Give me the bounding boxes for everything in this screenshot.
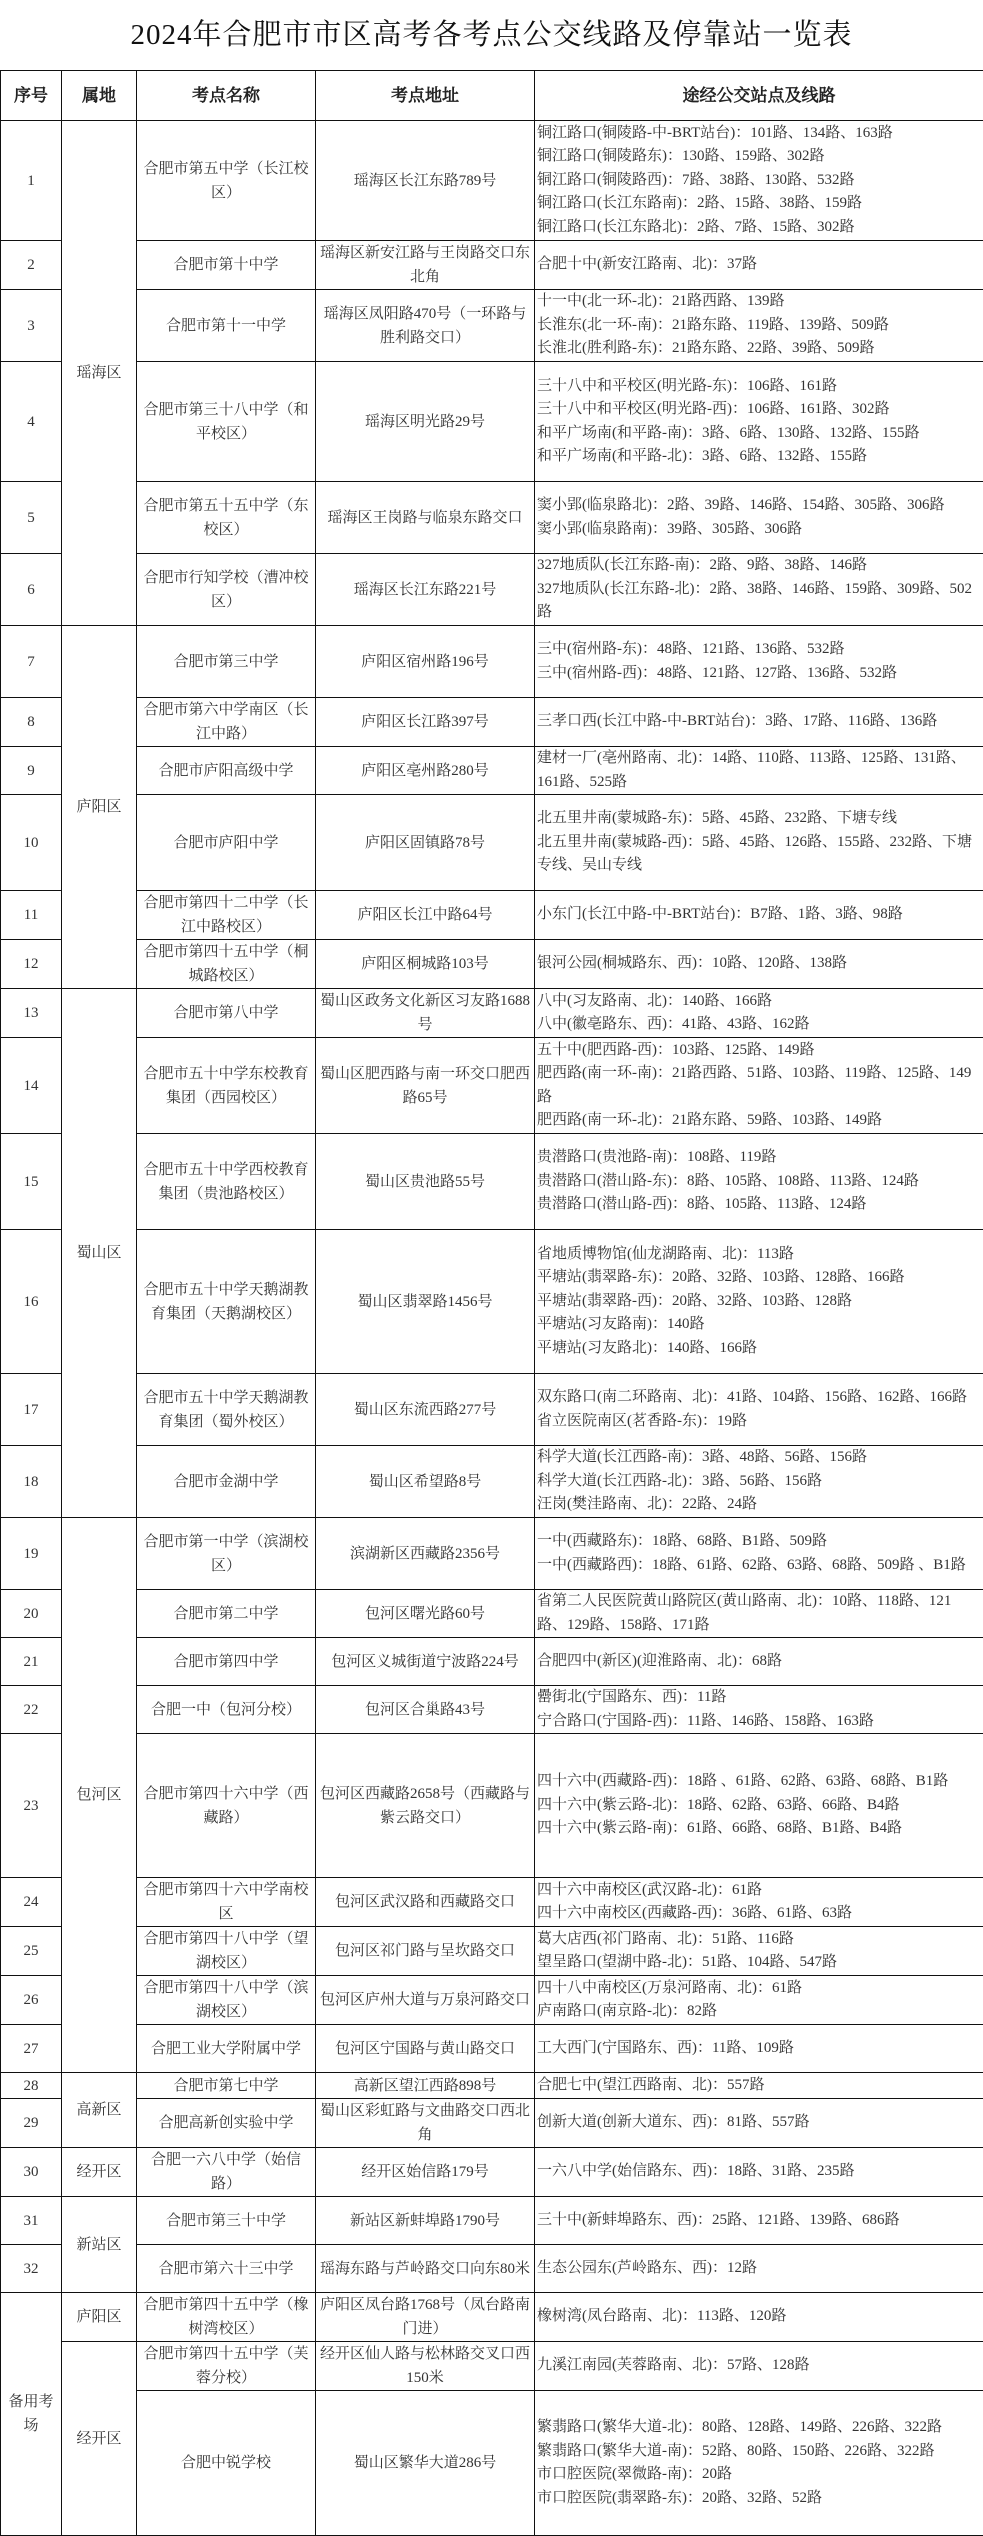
header-no: 序号 — [1, 71, 62, 121]
routes-cell — [535, 2391, 983, 2536]
routes-cell — [535, 2099, 983, 2148]
school-name: 合肥市第四中学 — [137, 1638, 316, 1686]
backup-label: 备用考场 — [1, 2293, 62, 2536]
row-number: 13 — [1, 989, 62, 1038]
bus-stop-line: 繁翡路口(繁华大道-北)：80路、128路、149路、226路、322路 — [537, 2416, 981, 2440]
table-row — [1, 1927, 983, 1976]
school-name: 合肥市第三中学 — [137, 626, 316, 698]
bus-stop-line: 望呈路口(望湖中路-北)：51路、104路、547路 — [537, 1951, 981, 1975]
school-name: 合肥市第三十中学 — [137, 2197, 316, 2245]
school-name: 合肥市行知学校（漕冲校区） — [137, 554, 316, 626]
bus-stop-line: 长淮北(胜利路-东)：21路东路、22路、39路、509路 — [537, 337, 981, 361]
bus-stop-line: 一六八中学(始信路东、西)：18路、31路、235路 — [537, 2160, 981, 2184]
bus-stop-line: 工大西门(宁国路东、西)：11路、109路 — [537, 2037, 981, 2061]
bus-stop-line: 葛大店西(祁门路南、北)：51路、116路 — [537, 1928, 981, 1952]
table-row — [1, 290, 983, 362]
row-number: 16 — [1, 1230, 62, 1374]
school-address: 蜀山区繁华大道286号 — [316, 2391, 535, 2536]
bus-stop-line: 省立医院南区(茗香路-东)：19路 — [537, 1410, 981, 1434]
bus-stop-line: 市口腔医院(翡翠路-东)：20路、32路、52路 — [537, 2487, 981, 2511]
school-address: 包河区西藏路2658号（西藏路与紫云路交口） — [316, 1734, 535, 1878]
row-number: 25 — [1, 1927, 62, 1976]
header-school: 考点名称 — [137, 71, 316, 121]
school-address: 蜀山区翡翠路1456号 — [316, 1230, 535, 1374]
district-cell: 包河区 — [62, 1518, 137, 2073]
routes-cell — [535, 241, 983, 290]
table-row — [1, 2197, 983, 2245]
school-name: 合肥市第六十三中学 — [137, 2245, 316, 2293]
district-cell: 经开区 — [62, 2342, 137, 2536]
table-row — [1, 698, 983, 747]
school-name: 合肥一六八中学（始信路） — [137, 2148, 316, 2197]
school-name: 合肥市第四十五中学（橡树湾校区） — [137, 2293, 316, 2342]
school-address: 经开区始信路179号 — [316, 2148, 535, 2197]
school-name: 合肥市五十中学天鹅湖教育集团（蜀外校区） — [137, 1374, 316, 1446]
bus-stop-line: 省地质博物馆(仙龙湖路南、北)：113路 — [537, 1243, 981, 1267]
row-number: 6 — [1, 554, 62, 626]
school-address: 庐阳区长江中路64号 — [316, 891, 535, 940]
bus-stop-line: 五十中(肥西路-西)：103路、125路、149路 — [537, 1039, 981, 1063]
school-address: 包河区祁门路与呈坎路交口 — [316, 1927, 535, 1976]
bus-stop-line: 三中(宿州路-东)：48路、121路、136路、532路 — [537, 638, 981, 662]
bus-stop-line: 三孝口西(长江中路-中-BRT站台)：3路、17路、116路、136路 — [537, 710, 981, 734]
bus-stop-line: 铜江路口(铜陵路东)：130路、159路、302路 — [537, 145, 981, 169]
routes-cell — [535, 989, 983, 1038]
row-number: 32 — [1, 2245, 62, 2293]
backup-table-row — [1, 2293, 983, 2342]
school-address: 瑶海区长江东路789号 — [316, 121, 535, 241]
school-address: 庐阳区桐城路103号 — [316, 940, 535, 989]
bus-stop-line: 省第二人民医院黄山路院区(黄山路南、北)：10路、118路、121路、129路、158路、171路 — [537, 1590, 981, 1637]
routes-cell — [535, 1518, 983, 1590]
school-name: 合肥市第四十六中学（西藏路） — [137, 1734, 316, 1878]
school-address: 庐阳区长江路397号 — [316, 698, 535, 747]
row-number: 26 — [1, 1976, 62, 2025]
school-address: 包河区曙光路60号 — [316, 1590, 535, 1638]
row-number: 22 — [1, 1686, 62, 1734]
table-row — [1, 2245, 983, 2293]
school-address: 蜀山区贵池路55号 — [316, 1134, 535, 1230]
bus-stop-line: 罍街北(宁国路东、西)：11路 — [537, 1686, 981, 1710]
school-name: 合肥市庐阳高级中学 — [137, 747, 316, 795]
routes-cell — [535, 1374, 983, 1446]
bus-stop-line: 肥西路(南一环-北)：21路东路、59路、103路、149路 — [537, 1109, 981, 1133]
table-row — [1, 362, 983, 482]
table-row — [1, 1446, 983, 1518]
bus-stop-line: 合肥七中(望江西路南、北)：557路 — [537, 2074, 981, 2098]
routes-cell — [535, 1038, 983, 1134]
school-address: 庐阳区凤台路1768号（凤台路南门进） — [316, 2293, 535, 2342]
bus-stop-line: 四十六中(紫云路-南)：61路、66路、68路、B1路、B4路 — [537, 1817, 981, 1841]
table-header-row — [1, 71, 983, 121]
school-name: 合肥市第四十五中学（桐城路校区） — [137, 940, 316, 989]
table-row — [1, 1374, 983, 1446]
row-number: 12 — [1, 940, 62, 989]
district-cell: 瑶海区 — [62, 121, 137, 626]
table-row — [1, 1976, 983, 2025]
table-row — [1, 1038, 983, 1134]
table-row — [1, 482, 983, 554]
table-row — [1, 1638, 983, 1686]
school-name: 合肥市第四十二中学（长江中路校区） — [137, 891, 316, 940]
bus-stop-line: 平塘站(翡翠路-西)：20路、32路、103路、128路 — [537, 1290, 981, 1314]
school-name: 合肥市第五十五中学（东校区） — [137, 482, 316, 554]
bus-stop-line: 四十六中(紫云路-北)：18路、62路、63路、66路、B4路 — [537, 1794, 981, 1818]
bus-stop-line: 建材一厂(亳州路南、北)：14路、110路、113路、125路、131路、161路、525路 — [537, 747, 981, 794]
bus-stop-line: 双东路口(南二环路南、北)：41路、104路、156路、162路、166路 — [537, 1386, 981, 1410]
bus-stop-line: 一中(西藏路东)：18路、68路、B1路、509路 — [537, 1530, 981, 1554]
routes-cell — [535, 1927, 983, 1976]
bus-stop-line: 四十六中(西藏路-西)：18路 、61路、62路、63路、68路、B1路 — [537, 1770, 981, 1794]
school-name: 合肥市第四十八中学（滨湖校区） — [137, 1976, 316, 2025]
bus-stop-line: 科学大道(长江西路-北)：3路、56路、156路 — [537, 1470, 981, 1494]
row-number: 31 — [1, 2197, 62, 2245]
school-address: 庐阳区亳州路280号 — [316, 747, 535, 795]
district-cell: 蜀山区 — [62, 989, 137, 1518]
row-number: 9 — [1, 747, 62, 795]
school-name: 合肥市第一中学（滨湖校区） — [137, 1518, 316, 1590]
routes-cell — [535, 290, 983, 362]
row-number: 17 — [1, 1374, 62, 1446]
row-number: 23 — [1, 1734, 62, 1878]
routes-cell — [535, 1638, 983, 1686]
table-row — [1, 626, 983, 698]
routes-cell — [535, 2293, 983, 2342]
routes-cell — [535, 2342, 983, 2391]
bus-stop-line: 宁合路口(宁国路-西)：11路、146路、158路、163路 — [537, 1710, 981, 1734]
school-address: 瑶海区王岗路与临泉东路交口 — [316, 482, 535, 554]
table-row — [1, 2025, 983, 2073]
school-address: 瑶海区长江东路221号 — [316, 554, 535, 626]
school-name: 合肥市庐阳中学 — [137, 795, 316, 891]
school-address: 瑶海区凤阳路470号（一环路与胜利路交口） — [316, 290, 535, 362]
table-row — [1, 1590, 983, 1638]
bus-stop-line: 橡树湾(凤台路南、北)：113路、120路 — [537, 2305, 981, 2329]
bus-stop-line: 窦小郢(临泉路北)：2路、39路、146路、154路、305路、306路 — [537, 494, 981, 518]
routes-cell — [535, 482, 983, 554]
routes-cell — [535, 1976, 983, 2025]
bus-route-table — [0, 70, 983, 2536]
bus-stop-line: 创新大道(创新大道东、西)：81路、557路 — [537, 2111, 981, 2135]
bus-stop-line: 九溪江南园(芙蓉路南、北)：57路、128路 — [537, 2354, 981, 2378]
school-name: 合肥市第六中学南区（长江中路） — [137, 698, 316, 747]
school-address: 庐阳区宿州路196号 — [316, 626, 535, 698]
bus-stop-line: 和平广场南(和平路-南)：3路、6路、130路、132路、155路 — [537, 422, 981, 446]
table-row — [1, 747, 983, 795]
table-row — [1, 241, 983, 290]
page-title: 2024年合肥市市区高考各考点公交线路及停靠站一览表 — [0, 0, 983, 70]
school-address: 新站区新蚌埠路1790号 — [316, 2197, 535, 2245]
row-number: 4 — [1, 362, 62, 482]
district-cell: 庐阳区 — [62, 2293, 137, 2342]
school-address: 庐阳区固镇路78号 — [316, 795, 535, 891]
bus-stop-line: 合肥四中(新区)(迎淮路南、北)：68路 — [537, 1650, 981, 1674]
school-name: 合肥市第十中学 — [137, 241, 316, 290]
district-cell: 高新区 — [62, 2073, 137, 2148]
row-number: 2 — [1, 241, 62, 290]
school-name: 合肥市第七中学 — [137, 2073, 316, 2099]
school-address: 包河区武汉路和西藏路交口 — [316, 1878, 535, 1927]
row-number: 8 — [1, 698, 62, 747]
row-number: 19 — [1, 1518, 62, 1590]
bus-stop-line: 银河公园(桐城路东、西)：10路、120路、138路 — [537, 952, 981, 976]
school-name: 合肥市五十中学西校教育集团（贵池路校区） — [137, 1134, 316, 1230]
table-row — [1, 2148, 983, 2197]
routes-cell — [535, 891, 983, 940]
school-name: 合肥市金湖中学 — [137, 1446, 316, 1518]
bus-stop-line: 三十八中和平校区(明光路-西)：106路、161路、302路 — [537, 398, 981, 422]
bus-stop-line: 科学大道(长江西路-南)：3路、48路、56路、156路 — [537, 1446, 981, 1470]
table-row — [1, 121, 983, 241]
bus-stop-line: 贵潜路口(贵池路-南)：108路、119路 — [537, 1146, 981, 1170]
bus-stop-line: 平塘站(习友路南)：140路 — [537, 1313, 981, 1337]
routes-cell — [535, 1590, 983, 1638]
header-district: 属地 — [62, 71, 137, 121]
school-address: 瑶海区明光路29号 — [316, 362, 535, 482]
routes-cell — [535, 747, 983, 795]
table-row — [1, 2073, 983, 2099]
bus-stop-line: 小东门(长江中路-中-BRT站台)：B7路、1路、3路、98路 — [537, 903, 981, 927]
bus-stop-line: 生态公园东(芦岭路东、西)：12路 — [537, 2257, 981, 2281]
bus-stop-line: 平塘站(习友路北)：140路、166路 — [537, 1337, 981, 1361]
table-row — [1, 1518, 983, 1590]
bus-stop-line: 327地质队(长江东路-北)：2路、38路、146路、159路、309路、502路 — [537, 578, 981, 625]
routes-cell — [535, 2025, 983, 2073]
row-number: 5 — [1, 482, 62, 554]
table-row — [1, 1686, 983, 1734]
routes-cell — [535, 362, 983, 482]
routes-cell — [535, 2245, 983, 2293]
school-name: 合肥市五十中学天鹅湖教育集团（天鹅湖校区） — [137, 1230, 316, 1374]
header-address: 考点地址 — [316, 71, 535, 121]
row-number: 21 — [1, 1638, 62, 1686]
routes-cell — [535, 1134, 983, 1230]
row-number: 7 — [1, 626, 62, 698]
district-cell: 新站区 — [62, 2197, 137, 2293]
bus-stop-line: 贵潜路口(潜山路-西)：8路、105路、113路、124路 — [537, 1193, 981, 1217]
school-name: 合肥市第五中学（长江校区） — [137, 121, 316, 241]
school-name: 合肥市第八中学 — [137, 989, 316, 1038]
row-number: 24 — [1, 1878, 62, 1927]
bus-stop-line: 长淮东(北一环-南)：21路东路、119路、139路、509路 — [537, 314, 981, 338]
school-name: 合肥市第二中学 — [137, 1590, 316, 1638]
bus-stop-line: 和平广场南(和平路-北)：3路、6路、132路、155路 — [537, 445, 981, 469]
school-address: 高新区望江西路898号 — [316, 2073, 535, 2099]
school-address: 蜀山区彩虹路与文曲路交口西北角 — [316, 2099, 535, 2148]
school-address: 蜀山区希望路8号 — [316, 1446, 535, 1518]
bus-stop-line: 327地质队(长江东路-南)：2路、9路、38路、146路 — [537, 554, 981, 578]
bus-stop-line: 市口腔医院(翠微路-南)：20路 — [537, 2463, 981, 2487]
bus-stop-line: 一中(西藏路西)：18路、61路、62路、63路、68路、509路 、B1路 — [537, 1554, 981, 1578]
table-row — [1, 1878, 983, 1927]
row-number: 10 — [1, 795, 62, 891]
row-number: 20 — [1, 1590, 62, 1638]
bus-stop-line: 铜江路口(铜陵路-中-BRT站台)：101路、134路、163路 — [537, 122, 981, 146]
bus-stop-line: 三十中(新蚌埠路东、西)：25路、121路、139路、686路 — [537, 2209, 981, 2233]
school-name: 合肥工业大学附属中学 — [137, 2025, 316, 2073]
school-name: 合肥市第四十五中学（芙蓉分校） — [137, 2342, 316, 2391]
school-address: 瑶海东路与芦岭路交口向东80米 — [316, 2245, 535, 2293]
school-name: 合肥市第三十八中学（和平校区） — [137, 362, 316, 482]
district-cell: 经开区 — [62, 2148, 137, 2197]
routes-cell — [535, 2073, 983, 2099]
district-cell: 庐阳区 — [62, 626, 137, 989]
row-number: 11 — [1, 891, 62, 940]
backup-table-row — [1, 2342, 983, 2391]
bus-stop-line: 铜江路口(长江东路北)：2路、7路、15路、302路 — [537, 216, 981, 240]
bus-stop-line: 四十八中南校区(万泉河路南、北)：61路 — [537, 1977, 981, 2001]
bus-stop-line: 四十六中南校区(西藏路-西)：36路、61路、63路 — [537, 1902, 981, 1926]
bus-stop-line: 四十六中南校区(武汉路-北)：61路 — [537, 1879, 981, 1903]
school-address: 包河区合巢路43号 — [316, 1686, 535, 1734]
bus-stop-line: 铜江路口(长江东路南)：2路、15路、38路、159路 — [537, 192, 981, 216]
routes-cell — [535, 1734, 983, 1878]
routes-cell — [535, 698, 983, 747]
routes-cell — [535, 121, 983, 241]
row-number: 18 — [1, 1446, 62, 1518]
bus-stop-line: 贵潜路口(潜山路-东)：8路、105路、108路、113路、124路 — [537, 1170, 981, 1194]
bus-stop-line: 八中(徽亳路东、西)：41路、43路、162路 — [537, 1013, 981, 1037]
table-row — [1, 940, 983, 989]
school-name: 合肥市第四十六中学南校区 — [137, 1878, 316, 1927]
bus-stop-line: 三中(宿州路-西)：48路、121路、127路、136路、532路 — [537, 662, 981, 686]
routes-cell — [535, 1878, 983, 1927]
school-address: 蜀山区政务文化新区习友路1688号 — [316, 989, 535, 1038]
routes-cell — [535, 1446, 983, 1518]
backup-table-row — [1, 2391, 983, 2536]
bus-stop-line: 合肥十中(新安江路南、北)：37路 — [537, 253, 981, 277]
table-row — [1, 795, 983, 891]
school-address: 包河区义城街道宁波路224号 — [316, 1638, 535, 1686]
school-address: 包河区庐州大道与万泉河路交口 — [316, 1976, 535, 2025]
row-number: 1 — [1, 121, 62, 241]
routes-cell — [535, 626, 983, 698]
row-number: 30 — [1, 2148, 62, 2197]
bus-stop-line: 平塘站(翡翠路-东)：20路、32路、103路、128路、166路 — [537, 1266, 981, 1290]
school-address: 蜀山区肥西路与南一环交口肥西路65号 — [316, 1038, 535, 1134]
school-name: 合肥市五十中学东校教育集团（西园校区） — [137, 1038, 316, 1134]
routes-cell — [535, 795, 983, 891]
routes-cell — [535, 2197, 983, 2245]
row-number: 28 — [1, 2073, 62, 2099]
row-number: 14 — [1, 1038, 62, 1134]
table-row — [1, 1134, 983, 1230]
bus-stop-line: 北五里井南(蒙城路-东)：5路、45路、232路、下塘专线 — [537, 807, 981, 831]
school-address: 瑶海区新安江路与王岗路交口东北角 — [316, 241, 535, 290]
bus-stop-line: 三十八中和平校区(明光路-东)：106路、161路 — [537, 375, 981, 399]
routes-cell — [535, 2148, 983, 2197]
row-number: 3 — [1, 290, 62, 362]
row-number: 15 — [1, 1134, 62, 1230]
school-address: 滨湖新区西藏路2356号 — [316, 1518, 535, 1590]
bus-stop-line: 汪岗(樊洼路南、北)：22路、24路 — [537, 1493, 981, 1517]
bus-stop-line: 八中(习友路南、北)：140路、166路 — [537, 990, 981, 1014]
school-name: 合肥市第四十八中学（望湖校区） — [137, 1927, 316, 1976]
table-row — [1, 891, 983, 940]
table-row — [1, 2099, 983, 2148]
school-name: 合肥高新创实验中学 — [137, 2099, 316, 2148]
bus-stop-line: 窦小郢(临泉路南)：39路、305路、306路 — [537, 518, 981, 542]
table-row — [1, 1230, 983, 1374]
school-address: 经开区仙人路与松林路交叉口西150米 — [316, 2342, 535, 2391]
table-row — [1, 989, 983, 1038]
school-address: 包河区宁国路与黄山路交口 — [316, 2025, 535, 2073]
row-number: 27 — [1, 2025, 62, 2073]
school-address: 蜀山区东流西路277号 — [316, 1374, 535, 1446]
header-routes: 途经公交站点及线路 — [535, 71, 983, 121]
bus-stop-line: 繁翡路口(繁华大道-南)：52路、80路、150路、226路、322路 — [537, 2440, 981, 2464]
bus-stop-line: 肥西路(南一环-南)：21路西路、51路、103路、119路、125路、149路 — [537, 1062, 981, 1109]
row-number: 29 — [1, 2099, 62, 2148]
table-row — [1, 1734, 983, 1878]
routes-cell — [535, 1230, 983, 1374]
bus-stop-line: 十一中(北一环-北)：21路西路、139路 — [537, 290, 981, 314]
bus-stop-line: 铜江路口(铜陵路西)：7路、38路、130路、532路 — [537, 169, 981, 193]
table-row — [1, 554, 983, 626]
school-name: 合肥中锐学校 — [137, 2391, 316, 2536]
routes-cell — [535, 554, 983, 626]
bus-stop-line: 庐南路口(南京路-北)：82路 — [537, 2000, 981, 2024]
school-name: 合肥一中（包河分校） — [137, 1686, 316, 1734]
bus-stop-line: 北五里井南(蒙城路-西)：5路、45路、126路、155路、232路、下塘专线、吴山专线 — [537, 831, 981, 878]
school-name: 合肥市第十一中学 — [137, 290, 316, 362]
routes-cell — [535, 940, 983, 989]
routes-cell — [535, 1686, 983, 1734]
